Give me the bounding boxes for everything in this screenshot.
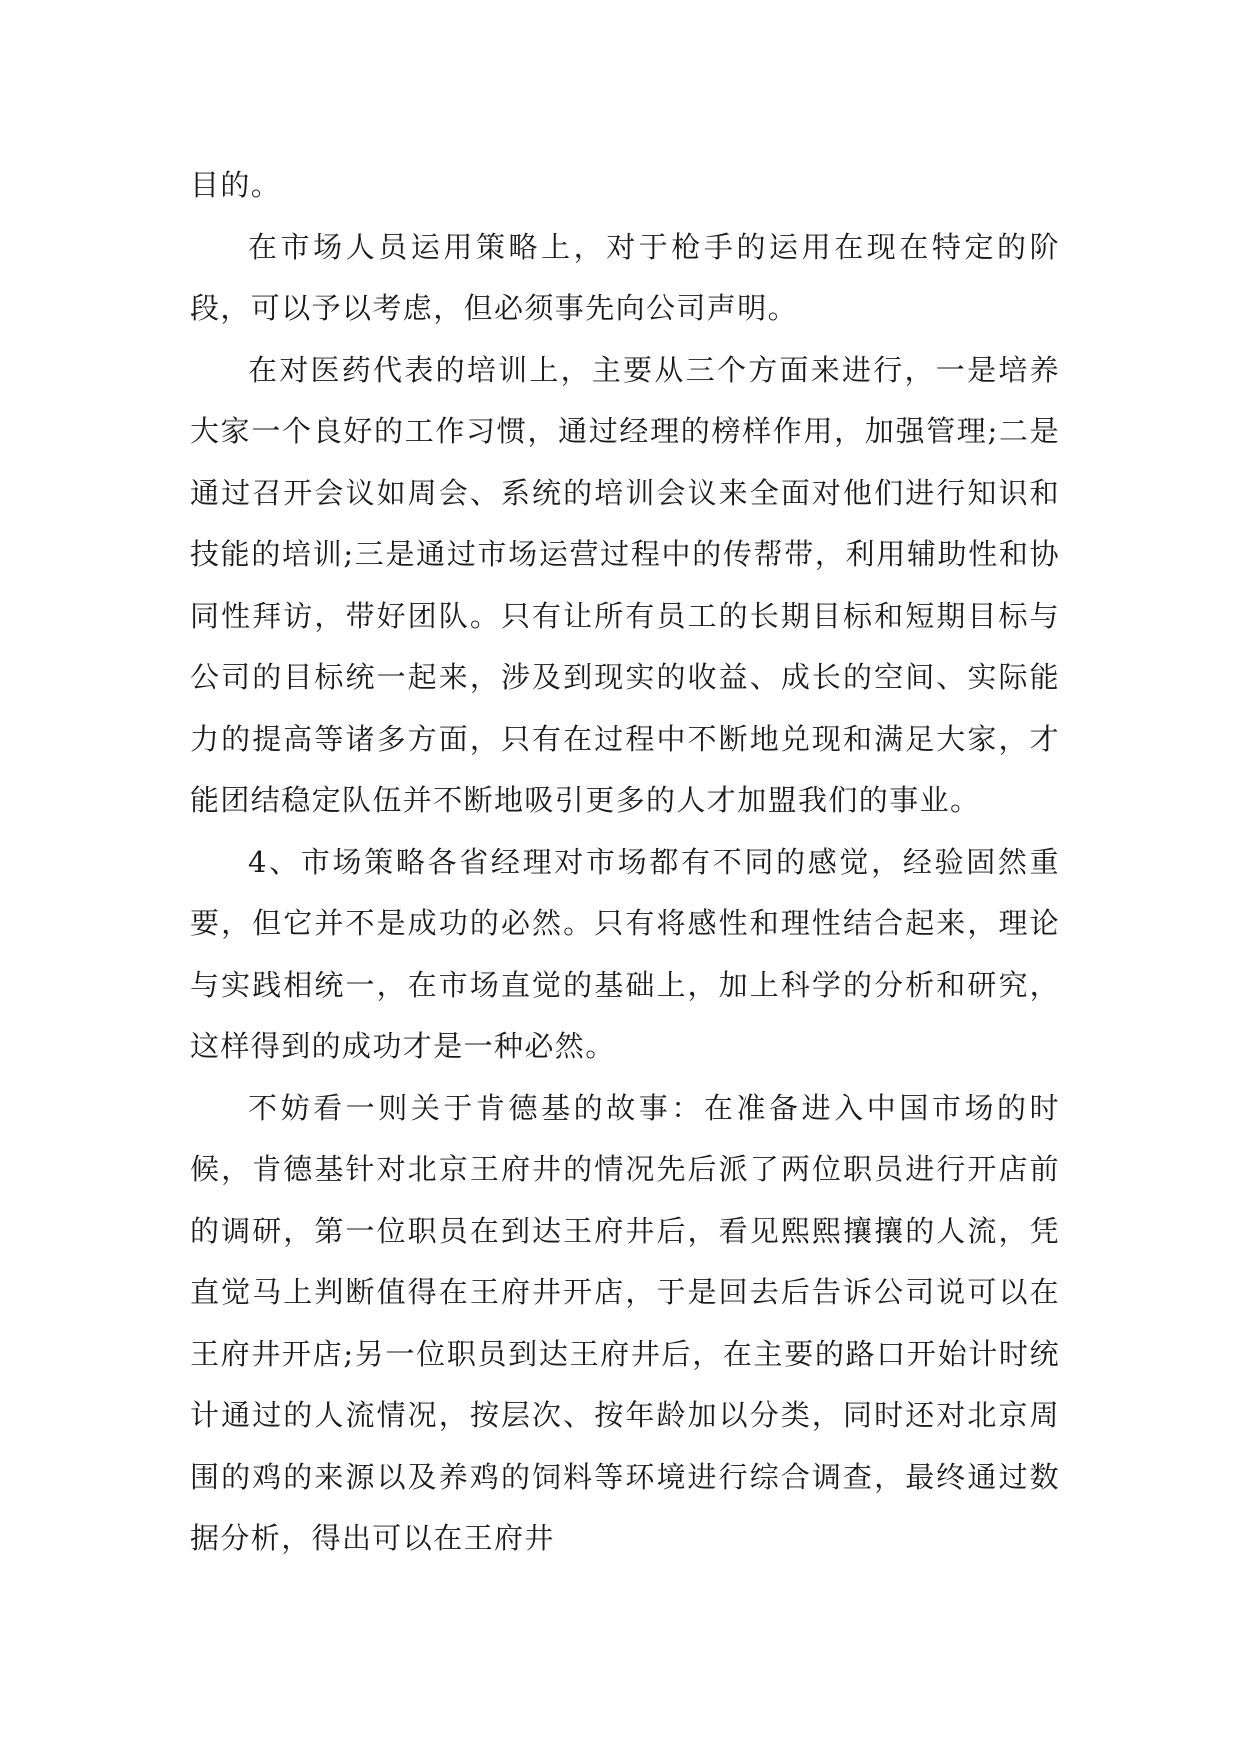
paragraph-sales-staff-strategy: 在市场人员运用策略上，对于枪手的运用在现在特定的阶段，可以予以考虑，但必须事先向公司声明。 — [190, 229, 1060, 325]
paragraph-continuation: 目的。 — [190, 168, 282, 202]
paragraph-market-strategy: 4、市场策略各省经理对市场都有不同的感觉，经验固然重要，但它并不是成功的必然。只有将感性和理性结合起来，理论与实践相统一，在市场直觉的基础上，加上科学的分析和研究，这样得到的成功才是一种必然。 — [190, 844, 1060, 1063]
paragraph-kfc-story: 不妨看一则关于肯德基的故事：在准备进入中国市场的时候，肯德基针对北京王府井的情况先后派了两位职员进行开店前的调研，第一位职员在到达王府井后，看见熙熙攘攘的人流，凭直觉马上判断值得在王府井开店，于是回去后告诉公司说可以在王府井开店;另一位职员到达王府井后，在主要的路口开始计时统计通过的人流情况，按层次、按年龄加以分类，同时还对北京周围的鸡的来源以及养鸡的饲料等环境进行综合调查，最终通过数据分析，得出可以在王府井 — [190, 1090, 1060, 1555]
paragraph-rep-training: 在对医药代表的培训上，主要从三个方面来进行，一是培养大家一个良好的工作习惯，通过经理的榜样作用，加强管理;二是通过召开会议如周会、系统的培训会议来全面对他们进行知识和技能的培训;三是通过市场运营过程中的传帮带，利用辅助性和协同性拜访，带好团队。只有让所有员工的长期目标和短期目标与公司的目标统一起来，涉及到现实的收益、成长的空间、实际能力的提高等诸多方面，只有在过程中不断地兑现和满足大家，才能团结稳定队伍并不断地吸引更多的人才加盟我们的事业。 — [190, 352, 1060, 817]
document-body — [190, 155, 1060, 1570]
